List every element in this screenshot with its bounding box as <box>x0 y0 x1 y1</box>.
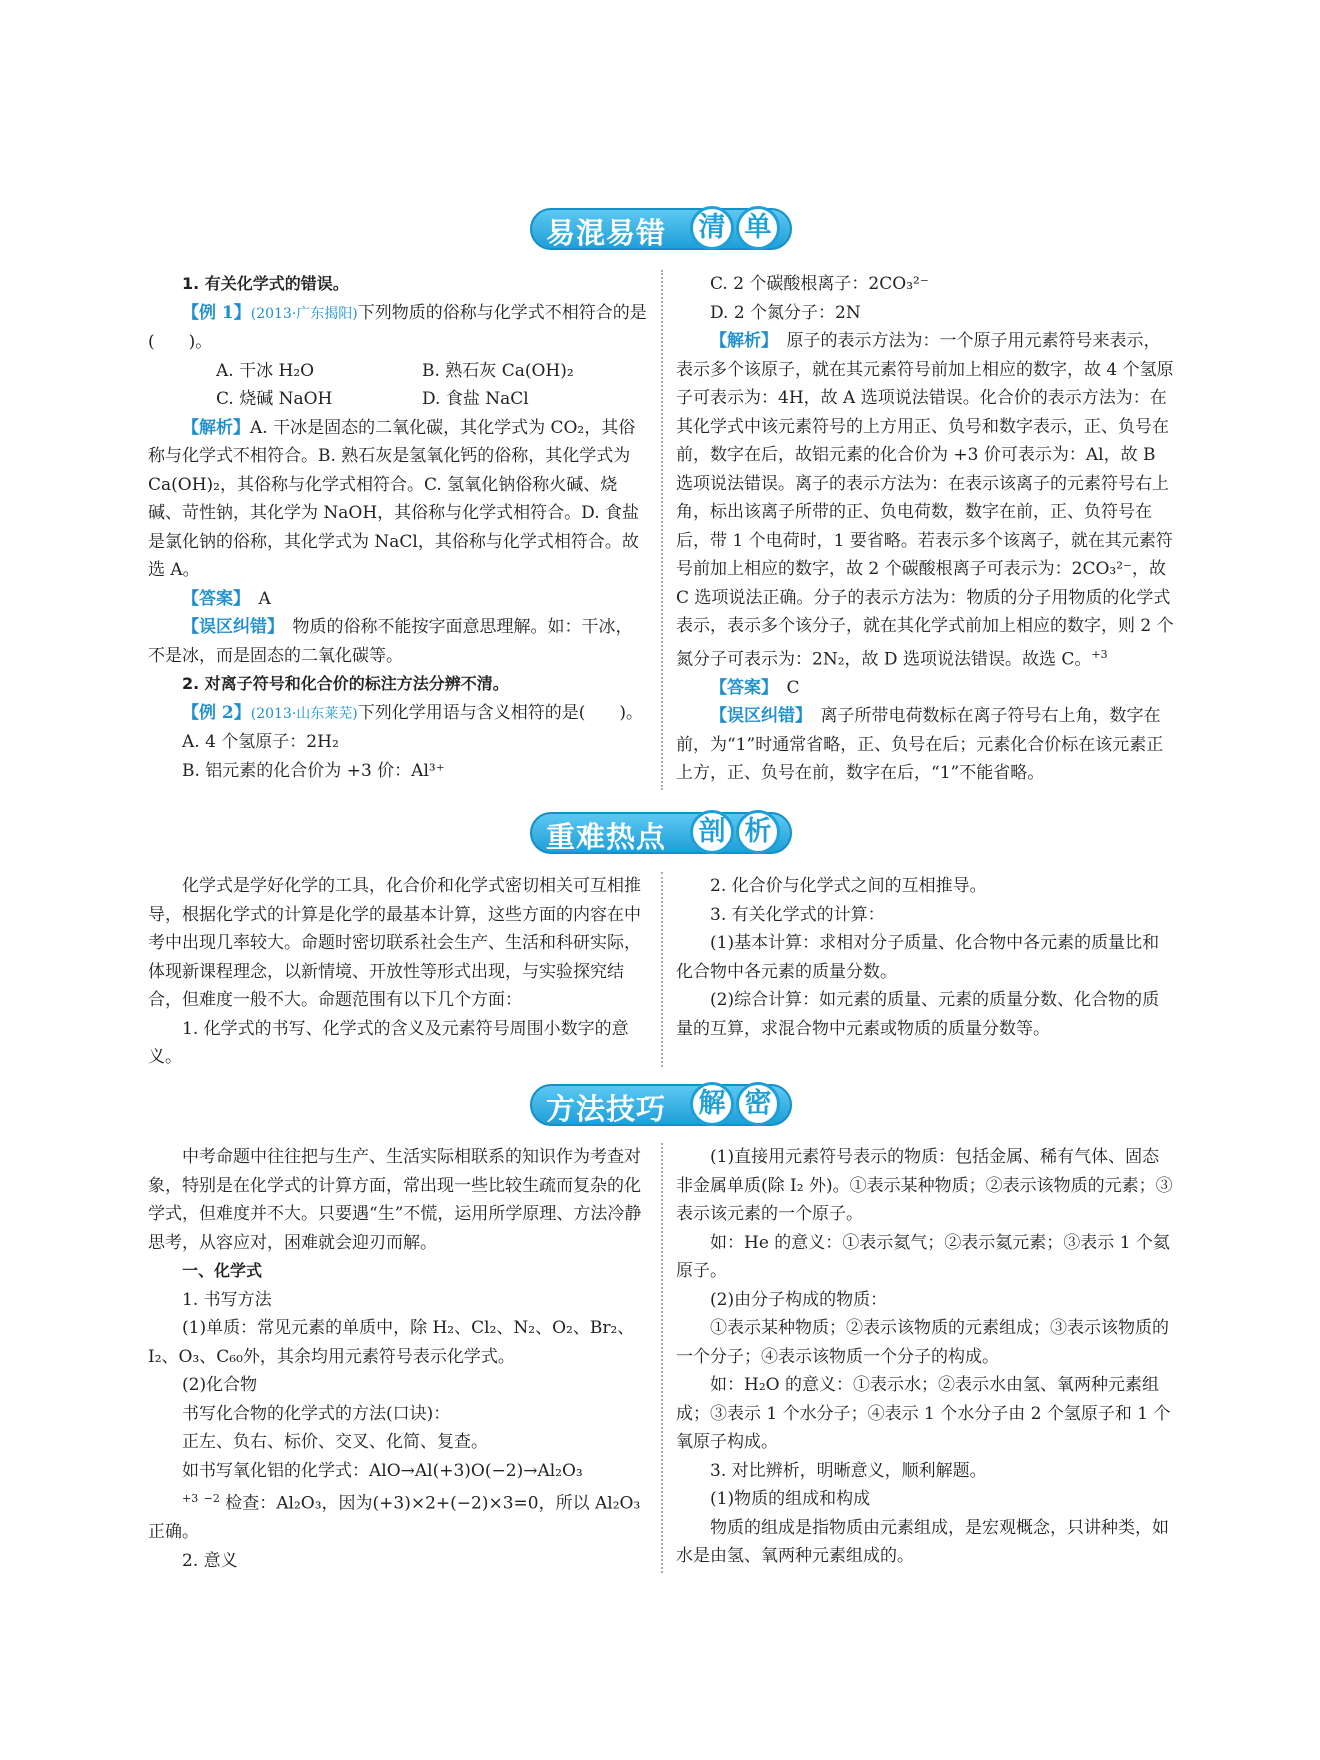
section-2-right <box>676 872 1176 1043</box>
example-2 <box>148 699 648 729</box>
example-source: (2013·山东莱芜) <box>250 705 358 722</box>
section-3-right <box>676 1143 1176 1571</box>
analysis-tag: 【解析】 <box>710 331 770 351</box>
paragraph: (1)基本计算：求相对分子质量、化合物中各元素的质量比和化合物中各元素的质量分数。 <box>676 933 1160 982</box>
analysis-text: A. 干冰是固态的二氧化碳，其化学式为 CO₂，其俗称与化学式不相符合。B. 熟石灰是氢氧化钙的俗称，其化学式为 Ca(OH)₂，其俗称与化学式相符合。C. 氢氧化钠俗称火碱、烧碱、苛性钠，其化学为 NaOH，其俗称与化学式相符合。D. 食盐是氯化钠的俗称，其化学式为 NaCl，其俗称与化学式相符合。故选 A。 <box>148 417 640 580</box>
section-2-left <box>148 872 648 1072</box>
valence-superscript: +3 <box>182 1492 199 1505</box>
paragraph: 3. 有关化学式的计算： <box>710 904 885 925</box>
answer-text: C <box>786 677 800 698</box>
option-d: D. 2 个氮分子：2N <box>710 302 861 323</box>
paragraph: (2)化合物 <box>182 1375 258 1395</box>
answer-text: A <box>258 588 271 609</box>
paragraph: 化学式是学好化学的工具，化合价和化学式密切相关可互相推导，根据化学式的计算是化学的最基本计算，这些方面的内容在中考中出现几率较大。命题时密切联系社会生产、生活和科研实际，体现新课程理念，以新情境、开放性等形式出现，与实验探究结合，但难度一般不大。命题范围有以下几个方面： <box>148 876 641 1010</box>
answer-tag: 【答案】 <box>710 677 770 698</box>
paragraph: (2)综合计算：如元素的质量、元素的质量分数、化合物的质量的互算，求混合物中元素或物质的质量分数等。 <box>676 990 1160 1039</box>
paragraph: (1)物质的组成和构成 <box>710 1489 871 1509</box>
answer-2 <box>676 674 1176 703</box>
banner-char: 单 <box>736 206 780 250</box>
paragraph: 中考命题中往往把与生产、生活实际相联系的知识作为考查对象，特别是在化学式的计算方面，常出现一些比较生疏而复杂的化学式，但难度并不大。只要遇“生”不慌，运用所学原理、方法冷静思考，从容应对，困难就会迎刃而解。 <box>148 1147 642 1253</box>
mistake-text: 离子所带电荷数标在离子符号右上角，数字在前，为“1”时通常省略，正、负号在后；元素化合价标在该元素正上方，正、负号在前，数字在后，“1”不能省略。 <box>676 706 1164 784</box>
paragraph: 2. 意义 <box>182 1550 238 1571</box>
option-c: C. 烧碱 NaOH <box>216 389 333 409</box>
example-1 <box>148 299 648 357</box>
banner-title: 重难热点 <box>546 820 667 854</box>
option-b: B. 铝元素的化合价为 +3 价：Al³⁺ <box>182 760 445 781</box>
paragraph: 书写化合物的化学式的方法(口诀)： <box>182 1403 451 1424</box>
paragraph: (1)直接用元素符号表示的物质：包括金属、稀有气体、固态非金属单质(除 I₂ 外)。①表示某种物质；②表示该物质的元素；③表示该元素的一个原子。 <box>676 1147 1173 1224</box>
analysis-2 <box>676 327 1176 674</box>
banner-title: 易混易错 <box>546 216 667 250</box>
section-1-right <box>676 270 1176 788</box>
analysis-tag: 【解析】 <box>182 417 250 438</box>
check-text: 检查：Al₂O₃，因为(+3)×2+(−2)×3=0，所以 Al₂O₃ 正确。 <box>148 1493 641 1543</box>
paragraph: 如：H₂O 的意义：①表示水；②表示水由氢、氧两种元素组成；③表示 1 个水分子；④表示 1 个水分子由 2 个氢原子和 1 个氧原子构成。 <box>676 1375 1171 1452</box>
example-source: (2013·广东揭阳) <box>250 305 358 322</box>
options-row <box>148 385 648 414</box>
section-banner-3 <box>530 1082 792 1128</box>
subheading: 一、化学式 <box>182 1261 263 1280</box>
analysis-text: 原子的表示方法为：一个原子用元素符号来表示，表示多个该原子，就在其元素符号前加上相应的数字，故 4 个氢原子可表示为：4H，故 A 选项说法错误。化合价的表示方法为：在其化学式中该元素符号的上方用正、负号和数字表示，正、负号在前，数字在后，故铝元素的化合价为 +3 价可表示为：Al，故 B 选项说法错误。离子的表示方法为：在表示该离子的元素符号右上角，标出该离子所带的正、负电荷数，数字在前，正、负符号在后，带 1 个电荷时，1 要省略。若表示多个该离子，就在其元素符号前加上相应的数字，故 2 个碳酸根离子可表示为：2CO₃²⁻，故 C 选项说法正确。分子的表示方法为：物质的分子用物质的化学式表示，表示多个该分子，就在其化学式前加上相应的数字，则 2 个氮分子可表示为：2N₂，故 D 选项说法错误。故选 C。 <box>676 331 1174 670</box>
valence-superscript: −2 <box>203 1492 220 1505</box>
option-a: A. 4 个氢原子：2H₂ <box>182 732 339 752</box>
banner-char: 剖 <box>690 810 734 854</box>
answer-1 <box>148 585 648 614</box>
paragraph: 1. 化学式的书写、化学式的含义及元素符号周围小数字的意义。 <box>148 1018 629 1067</box>
banner-char: 清 <box>690 206 734 250</box>
banner-char: 解 <box>690 1082 734 1126</box>
paragraph: 如书写氧化铝的化学式：AlO→Al(+3)O(−2)→Al₂O₃ <box>182 1460 583 1481</box>
paragraph: 物质的组成是指物质由元素组成，是宏观概念，只讲种类，如水是由氢、氧两种元素组成的。 <box>676 1517 1169 1566</box>
banner-char: 析 <box>736 810 780 854</box>
valence-superscript: +3 <box>1091 647 1108 661</box>
option-b: B. 熟石灰 Ca(OH)₂ <box>422 360 574 381</box>
section-1-left <box>148 270 648 785</box>
mistake-note-2 <box>676 702 1176 788</box>
paragraph: 3. 对比辨析，明晰意义，顺利解题。 <box>710 1460 987 1481</box>
banner-char: 密 <box>736 1082 780 1126</box>
section-banner-2 <box>530 810 792 856</box>
example-tag: 【例 1】 <box>182 302 251 323</box>
answer-tag: 【答案】 <box>182 588 242 609</box>
column-divider <box>661 270 663 790</box>
mistake-tag: 【误区纠错】 <box>710 706 804 727</box>
paragraph: 2. 化合价与化学式之间的互相推导。 <box>710 876 987 896</box>
paragraph: (2)由分子构成的物质： <box>710 1289 888 1310</box>
options-row <box>148 357 648 386</box>
section-banner-1 <box>530 206 792 252</box>
column-divider <box>661 1143 663 1573</box>
column-divider <box>661 872 663 1067</box>
paragraph <box>148 1485 648 1547</box>
analysis-1 <box>148 414 648 585</box>
section-3-left <box>148 1143 648 1575</box>
mistake-note-1 <box>148 613 648 670</box>
subheading: 1. 有关化学式的错误。 <box>182 274 349 293</box>
option-c: C. 2 个碳酸根离子：2CO₃²⁻ <box>710 274 929 294</box>
paragraph: (1)单质：常见元素的单质中，除 H₂、Cl₂、N₂、O₂、Br₂、I₂、O₃、C₆₀外，其余均用元素符号表示化学式。 <box>148 1318 635 1367</box>
option-d: D. 食盐 NaCl <box>422 389 529 409</box>
paragraph: 1. 书写方法 <box>182 1289 272 1310</box>
banner-title: 方法技巧 <box>546 1092 667 1126</box>
example-question: 下列化学用语与含义相符的是( )。 <box>357 702 644 723</box>
mistake-tag: 【误区纠错】 <box>182 617 276 637</box>
paragraph: ①表示某种物质；②表示该物质的元素组成；③表示该物质的一个分子；④表示该物质一个分子的构成。 <box>676 1318 1169 1367</box>
mistake-text: 物质的俗称不能按字面意思理解。如：干冰，不是冰，而是固态的二氧化碳等。 <box>148 617 633 666</box>
example-question: 下列物质的俗称与化学式不相符合的是( )。 <box>148 302 647 352</box>
paragraph: 如：He 的意义：①表示氦气；②表示氦元素；③表示 1 个氦原子。 <box>676 1232 1170 1281</box>
subheading: 2. 对离子符号和化合价的标注方法分辨不清。 <box>182 674 509 693</box>
option-a: A. 干冰 H₂O <box>216 360 315 381</box>
example-tag: 【例 2】 <box>182 702 251 723</box>
paragraph: 正左、负右、标价、交叉、化简、复查。 <box>182 1432 488 1452</box>
